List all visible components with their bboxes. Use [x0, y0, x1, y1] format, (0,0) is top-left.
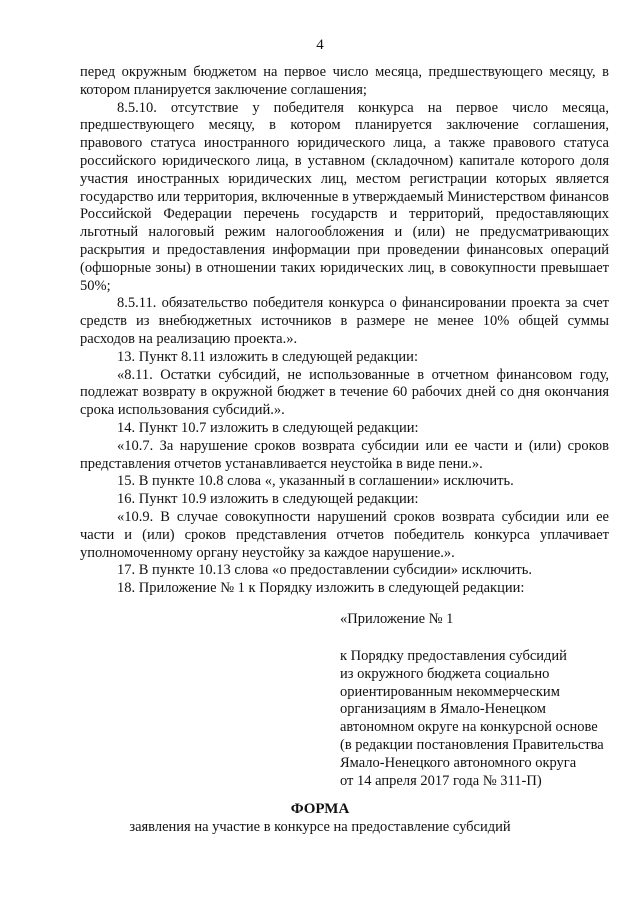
appendix-title: «Приложение № 1 — [340, 611, 454, 627]
appendix-line: из окружного бюджета социально — [340, 665, 550, 682]
paragraph: перед окружным бюджетом на первое число месяца, предшествующего месяцу, в котором планируется заключение соглашения; — [80, 64, 609, 98]
paragraph: 8.5.10. отсутствие у победителя конкурса на первое число месяца, предшествующего месяцу, в котором планируется заключение соглашения, правового статуса иностранного юридического лица, а также правового статуса российского юридического лица, в уставном (складочном) капитале которого доля участия иностранных юридических лиц, местом регистрации которых является государство или территория, включенные в утверждаемый Министерством финансов Российской Федерации перечень государств и территорий, предоставляющих льготный налоговый режим налогообложения и (или) не предусматривающих раскрытия и предоставления информации при проведении финансовых операций (офшорные зоны) в отношении таких юридических лиц, в совокупности превышает 50%; — [80, 99, 609, 294]
appendix-line: автономном округе на конкурсной основе — [340, 719, 598, 736]
appendix-line: ориентированным некоммерческим — [340, 683, 560, 700]
form-subtitle: заявления на участие в конкурсе на предоставление субсидий — [129, 819, 511, 835]
appendix-line: организациям в Ямало-Ненецком — [340, 701, 546, 718]
document-body — [80, 64, 609, 598]
paragraph: 18. Приложение № 1 к Порядку изложить в следующей редакции: — [117, 580, 525, 597]
page-number: 4 — [316, 37, 324, 53]
paragraph: 8.5.11. обязательство победителя конкурса о финансировании проекта за счет средств из внебюджетных источников в размере не менее 10% общей суммы расходов на реализацию проекта.». — [80, 295, 609, 347]
appendix-reference — [340, 648, 620, 790]
paragraph: «10.7. За нарушение сроков возврата субсидии или ее части и (или) сроков представления отчетов устанавливается неустойка в виде пени.». — [80, 437, 609, 472]
paragraph: «8.11. Остатки субсидий, не использованные в отчетном финансовом году, подлежат возврату в окружной бюджет в течение 60 рабочих дней со дня окончания срока использования субсидий.». — [80, 366, 609, 419]
appendix-line: Ямало-Ненецкого автономного округа — [340, 754, 577, 771]
paragraph: 17. В пункте 10.13 слова «о предоставлении субсидии» исключить. — [117, 562, 532, 579]
paragraph: 16. Пункт 10.9 изложить в следующей редакции: — [117, 491, 419, 508]
appendix-line: от 14 апреля 2017 года № 311-П) — [340, 772, 542, 789]
paragraph: 13. Пункт 8.11 изложить в следующей редакции: — [117, 348, 418, 365]
appendix-line: (в редакции постановления Правительства — [340, 736, 604, 753]
form-title: ФОРМА — [290, 801, 350, 817]
appendix-line: к Порядку предоставления субсидий — [340, 648, 567, 664]
paragraph: 14. Пункт 10.7 изложить в следующей редакции: — [117, 419, 419, 436]
paragraph: «10.9. В случае совокупности нарушений сроков возврата субсидии или ее части и (или) сроков представления отчетов победитель конкурса уплачивает уполномоченному органу неустойку за каждое нарушение.». — [80, 508, 609, 561]
paragraph: 15. В пункте 10.8 слова «, указанный в соглашении» исключить. — [117, 473, 514, 490]
